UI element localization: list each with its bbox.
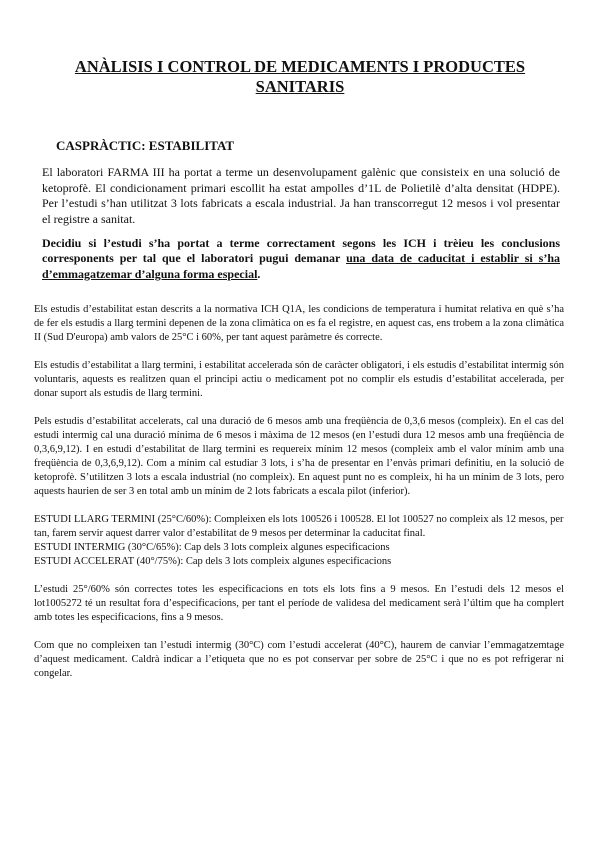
result-long-term: ESTUDI LLARG TERMINI (25°C/60%): Compleixen els lots 100526 i 100528. El lot 100527 no compleix als 12 mesos, per tan, farem servir aquest darrer valor d’estabilitat de 9 mesos per determinar la caducitat final. bbox=[34, 514, 564, 539]
paragraph-obligatory: Els estudis d’estabilitat a llarg termini, i estabilitat accelerada són de caràcter obligatori, i els estudis d’estabilitat intermig són voluntaris, aquests es realitzen quan el principi actiu o medicament pot no complir els estudis d’estabilitat accelerada, per donar suport als estudis de llarg termini. bbox=[34, 360, 564, 399]
conclusion-storage: Com que no compleixen tan l’estudi intermig (30°C) com l’estudi accelerat (40°C), haurem de canviar l’emmagatzemtage d’aquest medicament. Caldrà indicar a l’etiqueta que no es pot conservar per sobre de 25°C i que no es pot refrigerar ni congelar. bbox=[34, 640, 564, 679]
task-underlined-1: una data de caducitat bbox=[346, 251, 466, 266]
document-title: ANÀLISIS I CONTROL DE MEDICAMENTS I PRODUCTES SANITARIS bbox=[74, 57, 526, 96]
results-list bbox=[34, 513, 564, 569]
result-intermediate: ESTUDI INTERMIG (30°C/65%): Cap dels 3 lots compleix algunes especificacions bbox=[34, 542, 390, 553]
result-accelerated: ESTUDI ACCELERAT (40°/75%): Cap dels 3 lots compleix algunes especificacions bbox=[34, 556, 392, 567]
task-text-2: i establir si s’ha d’emmagatzemar d’alguna forma especial bbox=[42, 251, 561, 281]
paragraph-duration: Pels estudis d’estabilitat accelerats, cal una duració de 6 mesos amb una freqüència de 0,3,6 mesos (compleix). En el cas del estudi intermig cal una duració mínima de 6 mesos i màxima de 12 mesos (en l’estudi dura 12 mesos amb una freqüència de 0,3,6,9,12). I en estudi d’estabilitat de llarg termini es requereix mínim 12 mesos (compleix amb el valor mínim amb una freqüència de 0,3,6,9,12). Com a mínim cal estudiar 3 lots, i s’ha de presentar en l’envàs primari definitiu, en la solució de ketoprofè. S’utilitzen 3 lots a escala industrial (no compleix). En aquest punt no es compleix, hi ha un mínim de 3 lots, pero aquests haurien de ser 3 en total amb un mínim de 2 lots fabricats a escala pilot (inferior). bbox=[34, 416, 564, 497]
answer-body bbox=[34, 303, 564, 695]
task-text-1: Decidiu si l’estudi s’ha portat a terme correctament segons les ICH i trèieu les conclusions corresponents per tal que el laboratori pugui demanar bbox=[42, 236, 560, 266]
task-statement bbox=[42, 236, 560, 282]
conclusion-shelf-life: L’estudi 25°/60% són correctes totes les especificacions en tots els lots fins a 9 mesos. En l’estudi dels 12 mesos el lot1005272 té un resultat fora d’especificacions, per tant el període de validesa del medicament serà l’últim que ha complert amb totes les especificacions, fins a 9 mesos. bbox=[34, 584, 564, 623]
task-end: . bbox=[257, 266, 261, 281]
intro-paragraph: El laboratori FARMA III ha portat a terme un desenvolupament galènic que consisteix en una solució de ketoprofè. El condicionament primari escollit ha estat ampolles d’1L de Polietilè d’alta densitat (HDPE). Per l’estudi s’han utilitzat 3 lots fabricats a escala industrial. Ja han transcorregut 12 mesos i vol presentar el registre a sanitat. bbox=[42, 165, 560, 226]
case-subtitle: CASPRÀCTIC: ESTABILITAT bbox=[56, 138, 235, 153]
paragraph-ich: Els estudis d’estabilitat estan descrits a la normativa ICH Q1A, les condicions de temperatura i humitat relativa en què s’ha de fer els estudis a llarg termini depenen de la zona climàtica on es fa el registre, en aquest cas, ens trobem a la zona climàtica II (Sud D'europa) amb valors de 25°C i 60%, per tant aquest paràmetre és correcte. bbox=[34, 304, 564, 343]
